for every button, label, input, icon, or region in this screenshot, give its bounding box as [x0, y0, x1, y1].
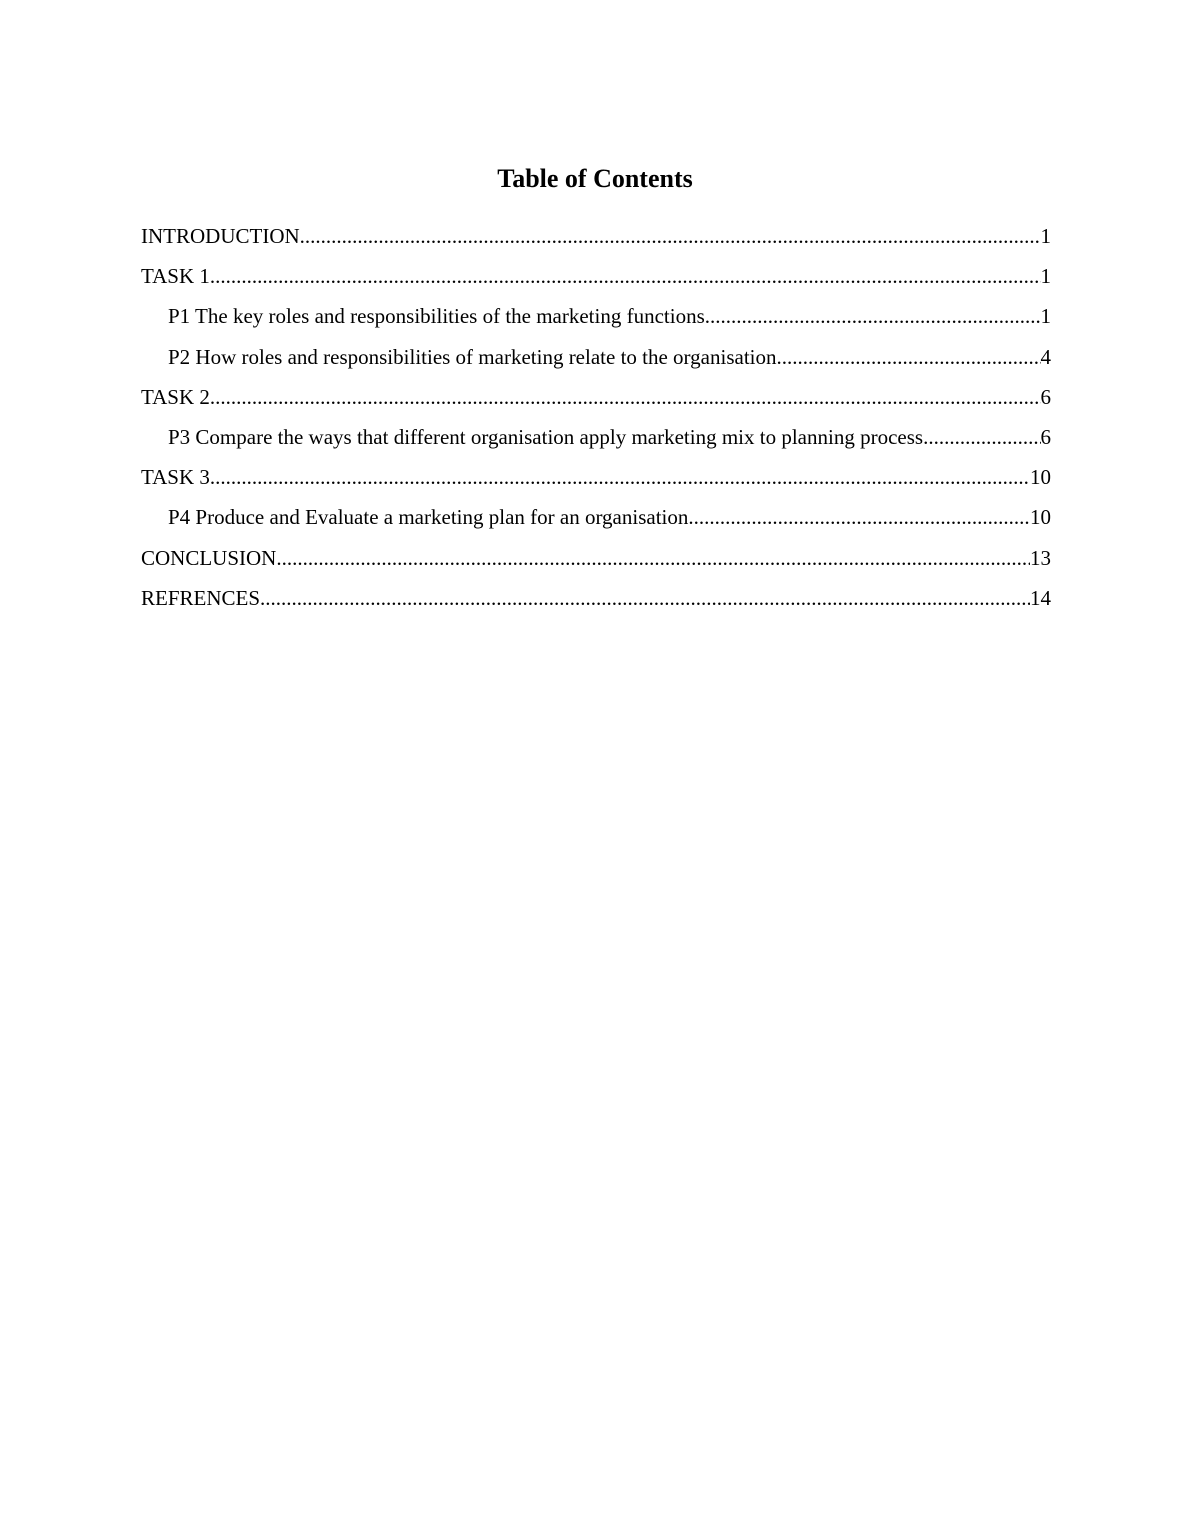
- toc-entry-conclusion[interactable]: [141, 544, 1051, 584]
- toc-entry-label: TASK 3: [141, 465, 210, 490]
- toc-entry-label: CONCLUSION: [141, 545, 277, 570]
- toc-entry-page: 6: [1040, 384, 1051, 409]
- toc-dot-leader: [300, 222, 1041, 250]
- toc-entry-p1[interactable]: [141, 302, 1051, 342]
- toc-entry-references[interactable]: [141, 584, 1051, 624]
- toc-entry-page: 1: [1040, 264, 1051, 289]
- toc-dot-leader: [777, 343, 1041, 371]
- toc-entry-label: TASK 1: [141, 264, 210, 289]
- toc-entry-page: 4: [1040, 344, 1051, 369]
- toc-dot-leader: [210, 463, 1030, 491]
- toc-dot-leader: [688, 503, 1030, 531]
- toc-title: Table of Contents: [497, 164, 693, 193]
- toc-entry-label: P1 The key roles and responsibilities of the marketing functions: [168, 304, 705, 329]
- toc-entry-introduction[interactable]: [141, 222, 1051, 262]
- toc-dot-leader: [276, 544, 1030, 572]
- toc-entry-p3[interactable]: [141, 423, 1051, 463]
- toc-dot-leader: [210, 262, 1041, 290]
- toc-entry-label: REFRENCES: [141, 585, 261, 610]
- toc-entry-label: P4 Produce and Evaluate a marketing plan for an organisation: [168, 505, 689, 530]
- toc-dot-leader: [210, 383, 1041, 411]
- toc-entry-task-3[interactable]: [141, 463, 1051, 503]
- toc-entry-page: 14: [1030, 585, 1051, 610]
- toc-entry-page: 1: [1040, 304, 1051, 329]
- toc-dot-leader: [923, 423, 1040, 451]
- toc-entry-page: 6: [1040, 424, 1051, 449]
- toc-entry-p4[interactable]: [141, 503, 1051, 543]
- toc-entry-p2[interactable]: [141, 343, 1051, 383]
- toc-entry-page: 10: [1030, 465, 1051, 490]
- toc-entry-task-2[interactable]: [141, 383, 1051, 423]
- toc-entry-page: 1: [1040, 224, 1051, 248]
- toc-entry-label: INTRODUCTION: [141, 224, 300, 248]
- toc-entry-page: 10: [1030, 505, 1051, 530]
- toc-list: [141, 222, 1051, 624]
- toc-entry-label: P2 How roles and responsibilities of marketing relate to the organisation: [168, 344, 777, 369]
- toc-entry-label: P3 Compare the ways that different organisation apply marketing mix to planning process: [168, 424, 924, 449]
- toc-entry-task-1[interactable]: [141, 262, 1051, 302]
- toc-entry-label: TASK 2: [141, 384, 210, 409]
- toc-dot-leader: [260, 584, 1030, 612]
- toc-dot-leader: [705, 302, 1041, 330]
- toc-entry-page: 13: [1030, 545, 1051, 570]
